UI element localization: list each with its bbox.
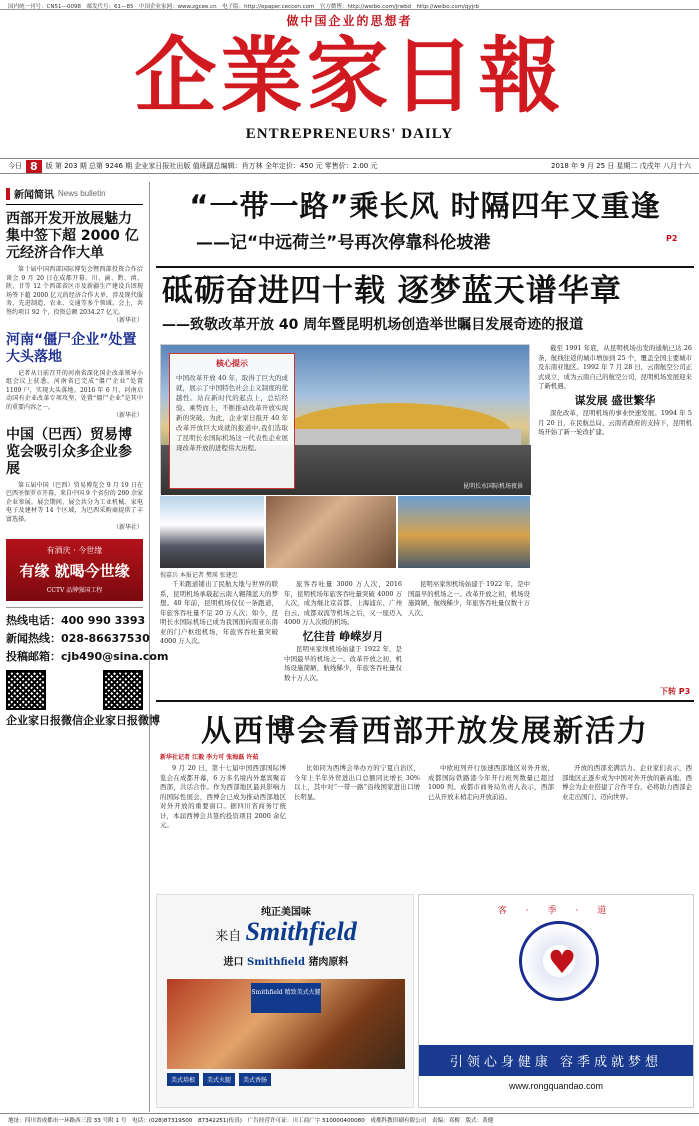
brief-body: 第十届中国西部国际博览会暨西部投资合作洽谈会 9 月 20 日在成都开幕。川、渝、黔、滇、陕、甘等 12 个西部省区市及新疆生产建设兵团现场签下超 2000 亿元的经济合作大单，涉及现代服务、先进制造、农业、交通等多个领域。会上，共签约项目 92 个，投资总额 2034.27 亿元。 （新华社） (6, 266, 143, 324)
page-footer: 地址：四川省成都市一环路西三段 33 号附 1 号 电话：(028)87319500 87342251(传真) 广告经营许可证：川工商广字 510000400080 成都科教印刷有限公司 责编：邓梅 版式：黄健 (0, 1113, 699, 1126)
brief-item[interactable] (6, 332, 143, 421)
divider (156, 700, 694, 702)
masthead-slogan: 做中国企业的思想者 (286, 14, 413, 28)
weibo-qr-icon[interactable] (103, 670, 143, 710)
news-hotline[interactable]: 新闻热线：028-86637530 (6, 631, 150, 645)
feature-headline[interactable]: 砥砺奋进四十载 逐梦蓝天谱华章 (162, 273, 622, 309)
article-byline: 新华社记者 江毅 李力可 张海磊 许茹 (160, 754, 259, 761)
heart-icon: ♥ (547, 943, 577, 981)
contact-block (6, 607, 169, 730)
news-bulletin-header (6, 186, 143, 205)
section-title: 新闻简讯 (14, 190, 54, 201)
today-label: 今日 (8, 162, 22, 170)
brief-headline[interactable]: 河南“僵尸企业”处置大头落地 (6, 331, 137, 365)
article-subhead: 忆往昔 峥嵘岁月 (302, 629, 384, 643)
article-column (284, 580, 402, 698)
article-text: 截至 1991 年底，从昆明机场出发的通航已达 26 条，航线往返的城市增加到 25 个，覆盖全国主要城市及东南亚地区。1992 年 7 月 28 日，云南航空公司正式成立，成为云南自己的航空公司，昆明机场发展迎来了新机遇。 (538, 344, 692, 390)
terminal-exterior-photo (398, 496, 530, 568)
brief-headline[interactable]: 中国（巴西）贸易博览会吸引众多企业参展 (6, 426, 132, 477)
smithfield-advertisement[interactable] (156, 894, 414, 1108)
news-bulletin-column (0, 182, 169, 1112)
wechat-qr-icon[interactable] (6, 670, 46, 710)
product-package: Smithfield 精致美式火腿 (251, 983, 321, 1013)
qr-label: 企业家日报微信 (6, 713, 83, 727)
ad-tagline: 有酒庆 · 今世缘 (46, 545, 103, 555)
article-text: 深化改革，昆明机场的事业快速发展。1994 年 5 月 20 日，在民航总局、云南省政府的支持下，昆明机场开始了新一轮改扩建。 (538, 409, 692, 436)
article-text: 昆明巫家坝机场始建于 1922 年，是中国最早的机场之一。改革开放之初，机场设施简陋，航线稀少，年旅客吞吐量仅数十万人次。 (284, 645, 402, 682)
hotline-phone[interactable]: 热线电话：400 990 3393 (6, 613, 146, 627)
brief-headline[interactable]: 西部开发开放展魅力 集中签下超 2000 亿元经济合作大单 (6, 211, 139, 261)
masthead (0, 10, 699, 150)
issue-info-bar (0, 158, 699, 174)
health-brand-advertisement[interactable] (418, 894, 694, 1108)
feature-subheadline: ——致敬改革开放 40 周年暨昆明机场创造举世瞩目发展奇迹的报道 (162, 317, 584, 333)
divider (156, 266, 694, 268)
ad-tagline: 纯正美国味 (261, 907, 311, 918)
article-column (538, 344, 692, 698)
brief-body: 第五届中国（巴西）贸易博览会 9 月 19 日在巴西圣保罗市开幕，来自中国 9 个省份的 200 余家企业参展。展会期间，展会共分为工业机械、家电电子及建材等 14 个区域，为巴西采购商提供了丰富选择。 （新华社） (6, 481, 143, 531)
key-point-body: 中国改革开放 40 年，取得了巨大的成就，展示了中国特色社会主义制度的优越性。站在新时代的起点上，总结经验、乘势而上，不断推动改革开放实现新的突破。为此，企业家日报开 40 年改革开放巨大成就的报道中,我们选取了昆明长水国际机场这一代表性企业展现改革开放的进程伟大历程。 (176, 374, 288, 452)
brand-url[interactable]: www.rongquandao.com (508, 1081, 604, 1091)
brand-logo (519, 921, 599, 1001)
ad-headline: 有缘 就喝今世缘 (19, 561, 130, 580)
airport-photo (160, 344, 530, 494)
section-marker-icon (6, 188, 10, 200)
issue-details: 版 第 203 期 总第 9246 期 企业家日报社出版 值班副总编辑：肖万林 全年定价：450 元 零售价：2.00 元 (45, 162, 378, 170)
article-text: 比如同为西博会举办方的宁夏自治区，今年上半年外贸进出口总额同比增长 30% 以上，其中对“一带一路”沿线国家进出口增长明显。 (294, 764, 420, 801)
top-info-line (0, 0, 699, 10)
ad-subline: 进口 Smithfield 猪肉原料 (223, 957, 349, 968)
qr-label: 企业家日报微博 (83, 713, 160, 727)
ad-footnote: CCTV 品牌强国工程 (46, 586, 103, 594)
product-label: 美式香肠 (239, 1073, 271, 1086)
terminal-interior-photo (266, 496, 396, 568)
article-text: 千米跑道铺出了民航大地与世界的联系，昆明机场承载起云南人翱翔蓝天的梦想。40 年前，昆明机场仅仅一条跑道，年旅客吞吐量不足 20 万人次；如今，昆明长水国际机场已成为我国面向南亚东南亚的门户枢纽机场，年旅客吞吐量突破 4000 万人次。 (160, 580, 278, 645)
second-headline[interactable]: 从西博会看西部开放发展新活力 (201, 714, 649, 749)
aircraft-photo (160, 496, 264, 568)
key-point-title: 核心提示 (216, 358, 248, 368)
article-column (428, 764, 554, 888)
smithfield-logo: 来自 Smithfield (215, 917, 357, 946)
brief-item[interactable] (6, 211, 143, 326)
lead-subheadline: ——记“中远荷兰”号再次停靠科伦坡港 (196, 233, 491, 253)
brief-body: 记者从日前召开的河南省深化国企改革领导小组会议上获悉，河南省已完成“僵尸企业”处置 1109 户，实现大头落地。2016 年 6 月，河南启动国有企业改革专项攻坚，处置“僵尸企业”是其中的重要内容之一。 （新华社） (6, 369, 143, 419)
page-jump-link[interactable]: 下转 P3 (660, 687, 691, 696)
issue-date: 2018 年 9 月 25 日 星期二 戊戌年 八月十六 (551, 162, 691, 170)
brand-name: 客 · 季 · 道 (497, 906, 615, 916)
brief-item[interactable] (6, 427, 143, 533)
submission-email[interactable]: 投稿邮箱：cjb490@sina.com (6, 649, 169, 663)
top-info-text: 国内统一刊号：CN51—0098 邮发代号：61—85 中国企业家网：www.zgcee.cn 电子版：http://epaper.ceccen.com 官方微博：http://weibo.com/jrwbd http://weibo.com/qyjrb (8, 4, 479, 10)
photo-caption: 昆明长水国际机场夜景 (462, 483, 523, 490)
article-column (294, 764, 420, 888)
food-photo (167, 979, 405, 1069)
article-column (562, 764, 692, 888)
article-text: 开放的西部充满活力。企业家们表示，西部地区正逐步成为中国对外开放的新高地，西博会为企业搭建了合作平台，必将助力西部企业走出国门、迈向世界。 (562, 764, 692, 801)
newspaper-english-name: ENTREPRENEURS' DAILY (245, 126, 454, 142)
article-text: 昆明巫家坝机场始建于 1922 年，是中国最早的机场之一。改革开放之初，机场设施简陋，航线稀少，年旅客吞吐量仅数十万人次。 (408, 580, 530, 617)
article-text: 旅客吞吐量 3000 万人次，2016 年，昆明机场年旅客吞吐量突破 4000 万人次，成为继北京首都、上海浦东、广州白云、成都双流等机场之后，又一座迈入 4000 万人次级的机场。 (284, 580, 402, 626)
article-column (408, 580, 530, 698)
article-text: 9 月 20 日，第十七届中国西部国际博览会在成都开幕，6 万多名境内外嘉宾聚首西部，共话合作。作为西部地区最具影响力的国际性展会，西博会已成为推动西部地区对外开放的重要窗口。据四川省商务厅统计，本届西博会共签约投资项目 2000 余亿元。 (160, 764, 286, 829)
product-label: 美式火腿 (203, 1073, 235, 1086)
lead-headline[interactable]: “一带一路”乘长风 时隔四年又重逢 (189, 189, 661, 223)
liquor-advertisement[interactable] (6, 539, 143, 601)
article-subhead: 谋发展 盛世繁华 (574, 393, 656, 407)
brand-slogan: 引领心身健康 容季成就梦想 (419, 1045, 693, 1076)
photo-credits (160, 570, 530, 579)
product-list (167, 1073, 271, 1086)
product-label: 美式培根 (167, 1073, 199, 1086)
page-count-badge: 8 (26, 160, 42, 173)
section-title-en: News bulletin (58, 189, 106, 198)
article-column (160, 764, 286, 888)
article-text: 中欧班列开行加速西部地区对外开放，成都国际铁路港今年开行班列数量已超过 1000 列。成都市商务局负责人表示，西部已从开放末梢走向开放前沿。 (428, 764, 554, 801)
newspaper-logo: 企業家日報 (134, 28, 565, 124)
main-content (156, 182, 694, 1112)
article-column (160, 580, 278, 698)
key-point-box (169, 353, 295, 489)
photo-credit: 倪嘉兵 本报记者 樊瑛 张建忠 (160, 572, 238, 579)
page-jump-link[interactable]: P2 (666, 234, 678, 243)
